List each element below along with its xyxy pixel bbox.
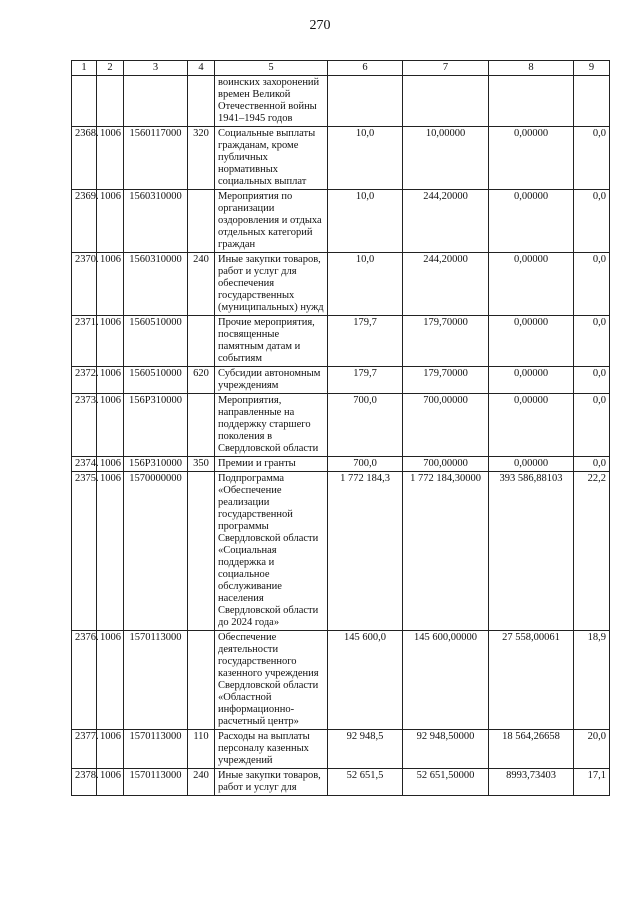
expense-type-code: 240 bbox=[188, 769, 215, 796]
row-number: 2373. bbox=[72, 394, 97, 457]
executed-amount: 393 586,88103 bbox=[489, 472, 574, 631]
plan-amount bbox=[328, 76, 403, 127]
execution-percent: 0,0 bbox=[574, 190, 610, 253]
item-name: Подпрограмма «Обеспечение реализации государственной программы Свердловской области «Социальная поддержка и социальное обслуживание населения Свердловской области до 2024 года» bbox=[215, 472, 328, 631]
target-article-code: 1560510000 bbox=[124, 316, 188, 367]
section-code: 1006 bbox=[97, 457, 124, 472]
target-article-code: 156P310000 bbox=[124, 457, 188, 472]
plan-amount: 145 600,0 bbox=[328, 631, 403, 730]
row-number: 2374. bbox=[72, 457, 97, 472]
plan-amount: 179,7 bbox=[328, 316, 403, 367]
approved-amount: 700,00000 bbox=[403, 394, 489, 457]
item-name: Социальные выплаты гражданам, кроме публичных нормативных социальных выплат bbox=[215, 127, 328, 190]
table-row bbox=[72, 190, 610, 253]
plan-amount: 10,0 bbox=[328, 190, 403, 253]
item-name: воинских захоронений времен Великой Отечественной войны 1941–1945 годов bbox=[215, 76, 328, 127]
section-code: 1006 bbox=[97, 316, 124, 367]
item-name: Иные закупки товаров, работ и услуг для bbox=[215, 769, 328, 796]
expense-type-code bbox=[188, 631, 215, 730]
row-number: 2376. bbox=[72, 631, 97, 730]
plan-amount: 10,0 bbox=[328, 127, 403, 190]
execution-percent: 0,0 bbox=[574, 253, 610, 316]
continuation-row bbox=[72, 76, 610, 127]
approved-amount: 700,00000 bbox=[403, 457, 489, 472]
plan-amount: 92 948,5 bbox=[328, 730, 403, 769]
header-row bbox=[72, 61, 610, 76]
column-header: 6 bbox=[328, 61, 403, 76]
column-header: 8 bbox=[489, 61, 574, 76]
executed-amount: 18 564,26658 bbox=[489, 730, 574, 769]
table-row bbox=[72, 316, 610, 367]
section-code bbox=[97, 76, 124, 127]
target-article-code: 1560310000 bbox=[124, 253, 188, 316]
column-header: 9 bbox=[574, 61, 610, 76]
section-code: 1006 bbox=[97, 769, 124, 796]
section-code: 1006 bbox=[97, 190, 124, 253]
expense-type-code bbox=[188, 190, 215, 253]
table-row bbox=[72, 730, 610, 769]
approved-amount: 1 772 184,30000 bbox=[403, 472, 489, 631]
item-name: Расходы на выплаты персоналу казенных учреждений bbox=[215, 730, 328, 769]
item-name: Субсидии автономным учреждениям bbox=[215, 367, 328, 394]
table-body bbox=[72, 127, 610, 796]
target-article-code: 1570113000 bbox=[124, 769, 188, 796]
expense-type-code bbox=[188, 472, 215, 631]
plan-amount: 179,7 bbox=[328, 367, 403, 394]
execution-percent: 0,0 bbox=[574, 316, 610, 367]
section-code: 1006 bbox=[97, 127, 124, 190]
table-row bbox=[72, 127, 610, 190]
execution-percent: 0,0 bbox=[574, 394, 610, 457]
table-row bbox=[72, 367, 610, 394]
executed-amount bbox=[489, 76, 574, 127]
target-article-code: 1570000000 bbox=[124, 472, 188, 631]
row-number: 2372. bbox=[72, 367, 97, 394]
row-number: 2375. bbox=[72, 472, 97, 631]
item-name: Прочие мероприятия, посвященные памятным датам и событиям bbox=[215, 316, 328, 367]
execution-percent: 0,0 bbox=[574, 127, 610, 190]
executed-amount: 8993,73403 bbox=[489, 769, 574, 796]
section-code: 1006 bbox=[97, 631, 124, 730]
item-name: Премии и гранты bbox=[215, 457, 328, 472]
executed-amount: 27 558,00061 bbox=[489, 631, 574, 730]
target-article-code: 1560510000 bbox=[124, 367, 188, 394]
approved-amount: 145 600,00000 bbox=[403, 631, 489, 730]
approved-amount: 10,00000 bbox=[403, 127, 489, 190]
expense-type-code bbox=[188, 316, 215, 367]
execution-percent bbox=[574, 76, 610, 127]
executed-amount: 0,00000 bbox=[489, 316, 574, 367]
column-header: 5 bbox=[215, 61, 328, 76]
expense-type-code bbox=[188, 394, 215, 457]
target-article-code: 1560117000 bbox=[124, 127, 188, 190]
row-number: 2369. bbox=[72, 190, 97, 253]
executed-amount: 0,00000 bbox=[489, 190, 574, 253]
plan-amount: 700,0 bbox=[328, 394, 403, 457]
column-header: 7 bbox=[403, 61, 489, 76]
plan-amount: 700,0 bbox=[328, 457, 403, 472]
budget-table bbox=[71, 60, 610, 796]
column-header: 1 bbox=[72, 61, 97, 76]
executed-amount: 0,00000 bbox=[489, 457, 574, 472]
table-row bbox=[72, 631, 610, 730]
plan-amount: 1 772 184,3 bbox=[328, 472, 403, 631]
execution-percent: 0,0 bbox=[574, 457, 610, 472]
target-article-code: 156P310000 bbox=[124, 394, 188, 457]
approved-amount: 179,70000 bbox=[403, 367, 489, 394]
section-code: 1006 bbox=[97, 730, 124, 769]
executed-amount: 0,00000 bbox=[489, 394, 574, 457]
execution-percent: 17,1 bbox=[574, 769, 610, 796]
expense-type-code: 620 bbox=[188, 367, 215, 394]
row-number: 2368. bbox=[72, 127, 97, 190]
section-code: 1006 bbox=[97, 367, 124, 394]
approved-amount: 52 651,50000 bbox=[403, 769, 489, 796]
expense-type-code: 320 bbox=[188, 127, 215, 190]
item-name: Иные закупки товаров, работ и услуг для обеспечения государственных (муниципальных) нужд bbox=[215, 253, 328, 316]
expense-type-code: 110 bbox=[188, 730, 215, 769]
column-header: 3 bbox=[124, 61, 188, 76]
row-number: 2371. bbox=[72, 316, 97, 367]
section-code: 1006 bbox=[97, 394, 124, 457]
item-name: Мероприятия по организации оздоровления и отдыха отдельных категорий граждан bbox=[215, 190, 328, 253]
expense-type-code: 350 bbox=[188, 457, 215, 472]
target-article-code: 1570113000 bbox=[124, 730, 188, 769]
approved-amount: 179,70000 bbox=[403, 316, 489, 367]
table-row bbox=[72, 253, 610, 316]
item-name: Обеспечение деятельности государственного казенного учреждения Свердловской области «Областной информационно-расчетный центр» bbox=[215, 631, 328, 730]
item-name: Мероприятия, направленные на поддержку старшего поколения в Свердловской области bbox=[215, 394, 328, 457]
section-code: 1006 bbox=[97, 472, 124, 631]
approved-amount bbox=[403, 76, 489, 127]
column-header: 4 bbox=[188, 61, 215, 76]
target-article-code bbox=[124, 76, 188, 127]
row-number: 2378. bbox=[72, 769, 97, 796]
column-header: 2 bbox=[97, 61, 124, 76]
execution-percent: 18,9 bbox=[574, 631, 610, 730]
approved-amount: 92 948,50000 bbox=[403, 730, 489, 769]
row-number bbox=[72, 76, 97, 127]
table-row bbox=[72, 457, 610, 472]
approved-amount: 244,20000 bbox=[403, 253, 489, 316]
target-article-code: 1560310000 bbox=[124, 190, 188, 253]
row-number: 2370. bbox=[72, 253, 97, 316]
executed-amount: 0,00000 bbox=[489, 367, 574, 394]
execution-percent: 20,0 bbox=[574, 730, 610, 769]
table-row bbox=[72, 472, 610, 631]
execution-percent: 0,0 bbox=[574, 367, 610, 394]
expense-type-code bbox=[188, 76, 215, 127]
row-number: 2377. bbox=[72, 730, 97, 769]
expense-type-code: 240 bbox=[188, 253, 215, 316]
plan-amount: 10,0 bbox=[328, 253, 403, 316]
target-article-code: 1570113000 bbox=[124, 631, 188, 730]
executed-amount: 0,00000 bbox=[489, 253, 574, 316]
section-code: 1006 bbox=[97, 253, 124, 316]
plan-amount: 52 651,5 bbox=[328, 769, 403, 796]
approved-amount: 244,20000 bbox=[403, 190, 489, 253]
table-row bbox=[72, 394, 610, 457]
page-number: 270 bbox=[309, 18, 331, 33]
table-row bbox=[72, 769, 610, 796]
executed-amount: 0,00000 bbox=[489, 127, 574, 190]
execution-percent: 22,2 bbox=[574, 472, 610, 631]
